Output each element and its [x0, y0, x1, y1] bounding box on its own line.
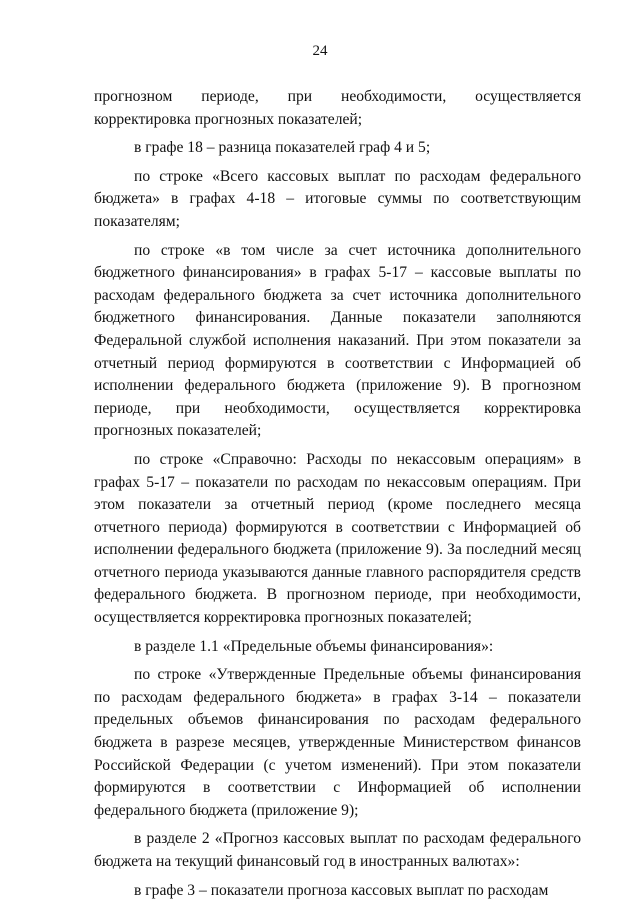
paragraph-section-2: в разделе 2 «Прогноз кассовых выплат по расходам федерального бюджета на текущий финансовый год в иностранных валютах»:	[94, 830, 581, 870]
paragraph-column-18: в графе 18 – разница показателей граф 4 и 5;	[134, 139, 431, 157]
paragraph-section-1-1: в разделе 1.1 «Предельные объемы финансирования»:	[134, 637, 494, 655]
paragraph-total-payments: по строке «Всего кассовых выплат по расходам федерального бюджета» в графах 4-18 – итоговые суммы по соответствующим показателям;	[94, 167, 581, 230]
document-body	[94, 86, 581, 902]
paragraph-non-cash-operations: по строке «Справочно: Расходы по некассовым операциям» в графах 5-17 – показатели по расходам по некассовым операциям. При этом показатели за отчетный период (кроме последнего месяца отчетного периода) формируются в соответствии с Информацией об исполнении федерального бюджета (приложение 9). За последний месяц отчетного периода указываются данные главного распорядителя средств федерального бюджета. В прогнозном периоде, при необходимости, осуществляется корректировка прогнозных показателей;	[94, 450, 581, 627]
paragraph-column-3: в графе 3 – показатели прогноза кассовых выплат по расходам	[134, 881, 549, 899]
paragraph-continuation: прогнозном периоде, при необходимости, осуществляется корректировка прогнозных показателей;	[94, 88, 581, 128]
paragraph-additional-funding: по строке «в том числе за счет источника дополнительного бюджетного финансирования» в графах 5-17 – кассовые выплаты по расходам федерального бюджета за счет источника дополнительного бюджетного финансирования. Данные показатели заполняются Федеральной службой исполнения наказаний. При этом показатели за отчетный период формируются в соответствии с Информацией об исполнении федерального бюджета (приложение 9). В прогнозном периоде, при необходимости, осуществляется корректировка прогнозных показателей;	[94, 241, 581, 440]
page-number: 24	[312, 43, 328, 59]
paragraph-approved-limits: по строке «Утвержденные Предельные объемы финансирования по расходам федерального бюджета» в графах 3-14 – показатели предельных объемов финансирования по расходам федерального бюджета в разрезе месяцев, утвержденные Министерством финансов Российской Федерации (с учетом изменений). При этом показатели формируются в соответствии с Информацией об исполнении федерального бюджета (приложение 9);	[94, 666, 581, 819]
